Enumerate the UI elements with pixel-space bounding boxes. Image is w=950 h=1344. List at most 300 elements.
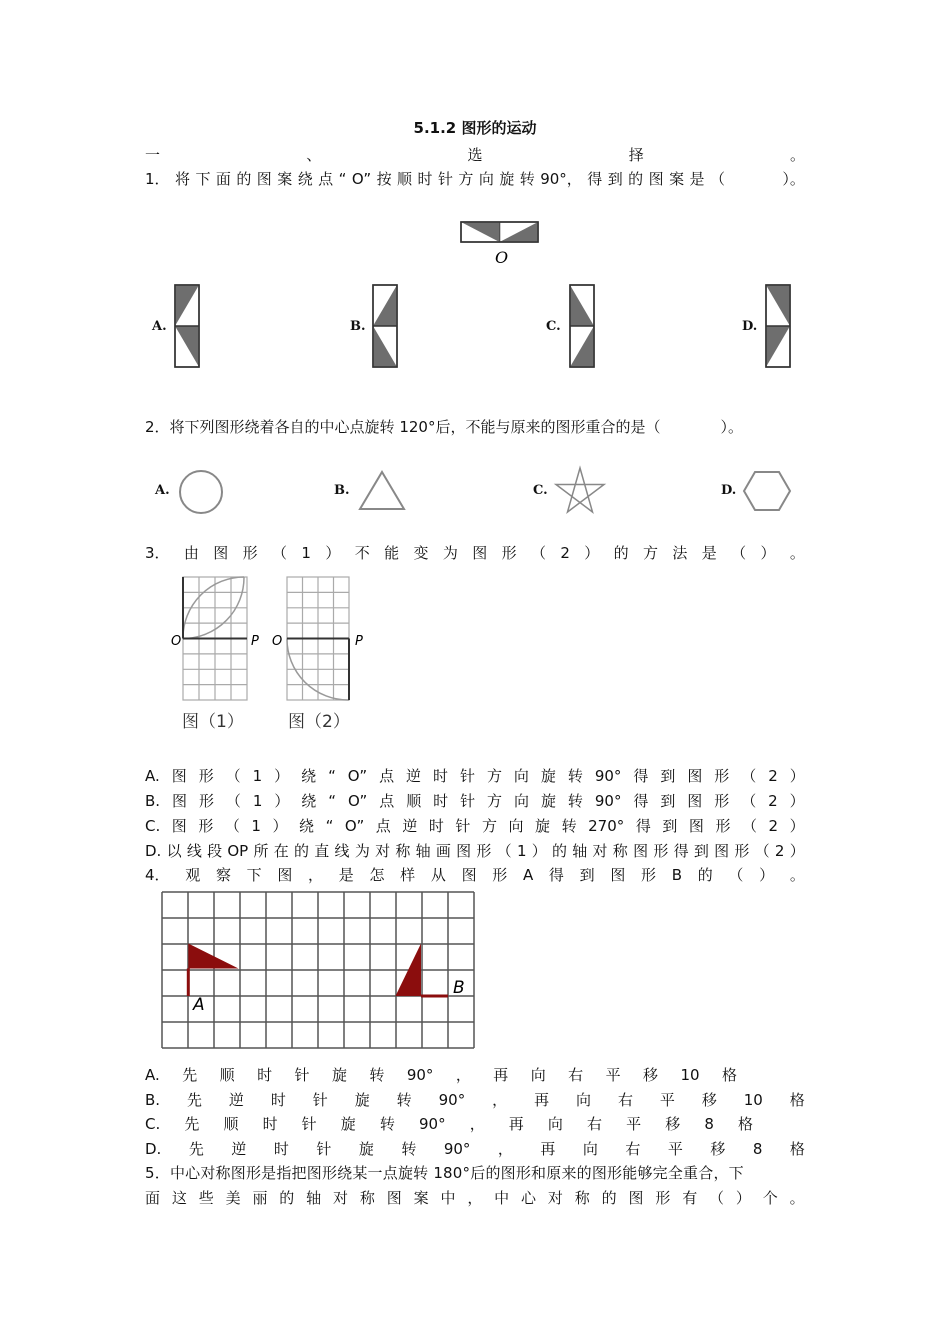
text-token: 、: [306, 146, 322, 164]
text-token: 图: [628, 1189, 644, 1207]
text-token: 90°: [594, 792, 622, 810]
text-token: 90°: [419, 1115, 446, 1133]
text-token: 绕: [299, 817, 315, 835]
q2-option-c-label[interactable]: C.: [533, 483, 548, 498]
text-token: 的: [294, 842, 310, 860]
text-token: 方: [487, 792, 503, 810]
text-token: 移: [665, 1115, 681, 1133]
q5-text-line1: 5．中心对称图形是指把图形绕某一点旋转 180°后的图形和原来的图形能够完全重合，下: [145, 1164, 744, 1182]
text-token: 旋: [331, 1066, 347, 1084]
text-token: 绕: [297, 170, 313, 188]
text-token: “: [325, 817, 334, 835]
text-token: 的: [236, 170, 252, 188]
page-title: 5.1.2 图形的运动: [413, 119, 537, 137]
text-token: 由: [183, 544, 199, 562]
text-token: 。: [789, 1189, 805, 1207]
text-token: 图: [633, 842, 649, 860]
text-token: 再: [540, 1140, 556, 1158]
text-token: B: [671, 866, 683, 884]
text-token: 针: [455, 817, 471, 835]
q2-option-b-triangle-icon[interactable]: [358, 470, 406, 512]
text-token: 点: [379, 792, 395, 810]
text-token: 怎: [369, 866, 385, 884]
text-token: 向: [547, 1115, 563, 1133]
text-token: 再: [534, 1091, 550, 1109]
text-token: 形: [242, 544, 258, 562]
text-token: 轴: [306, 1189, 322, 1207]
text-token: B.: [145, 1091, 161, 1109]
text-token: 法: [672, 544, 688, 562]
text-token: 是: [689, 170, 705, 188]
q2-option-c-star-icon[interactable]: [554, 466, 606, 516]
text-token: 针: [294, 1066, 310, 1084]
text-token: 的: [601, 1189, 617, 1207]
q1-option-b-label[interactable]: B.: [350, 319, 366, 334]
text-token: 案: [277, 170, 293, 188]
text-token: 下: [195, 170, 211, 188]
text-token: 针: [312, 1091, 328, 1109]
q3-option-d[interactable]: [145, 841, 805, 861]
text-token: 的: [628, 170, 644, 188]
text-token: 90°: [443, 1140, 471, 1158]
text-token: 到: [662, 817, 678, 835]
text-token: 3．: [145, 544, 170, 562]
text-token: （: [741, 767, 757, 785]
q4-option-c[interactable]: [145, 1114, 753, 1134]
q4-option-b[interactable]: [145, 1090, 805, 1110]
text-token: 方: [486, 767, 502, 785]
text-token: 旋: [358, 1140, 374, 1158]
text-token: 形: [198, 792, 214, 810]
text-token: 到: [579, 866, 595, 884]
text-token: 对: [592, 842, 608, 860]
q1-option-b-figure[interactable]: [372, 284, 398, 368]
text-token: 再: [508, 1115, 524, 1133]
q2-option-d-label[interactable]: D.: [721, 483, 737, 498]
text-token: 称: [574, 1189, 590, 1207]
text-token: 选: [467, 146, 483, 164]
text-token: 这: [171, 1189, 187, 1207]
text-token: 格: [789, 1091, 805, 1109]
text-token: 转: [519, 170, 535, 188]
text-token: 平: [626, 1115, 642, 1133]
text-token: 是: [701, 544, 717, 562]
text-token: 图: [472, 544, 488, 562]
text-token: 移: [701, 1091, 717, 1109]
text-token: A.: [145, 767, 160, 785]
text-token: 得: [635, 817, 651, 835]
text-token: 图: [171, 817, 187, 835]
text-token: 移: [710, 1140, 726, 1158]
text-token: 1: [516, 842, 527, 860]
text-token: B.: [145, 792, 161, 810]
text-token: 点: [318, 170, 334, 188]
q4-option-d[interactable]: [145, 1139, 805, 1159]
text-token: “: [328, 792, 337, 810]
text-token: A.: [145, 1066, 160, 1084]
text-token: ）: [274, 792, 290, 810]
q4-option-a[interactable]: [145, 1065, 737, 1085]
text-token: ，: [469, 1115, 485, 1133]
text-token: 观: [185, 866, 201, 884]
text-token: 图: [213, 544, 229, 562]
q3-figure-2: [272, 577, 363, 700]
text-token: 先: [188, 1140, 204, 1158]
text-token: D.: [145, 842, 162, 860]
q1-option-d-figure[interactable]: [765, 284, 791, 368]
text-token: 时: [262, 1115, 278, 1133]
text-token: 2: [560, 544, 570, 562]
q3-option-c[interactable]: [145, 816, 805, 836]
text-token: 90°，: [540, 170, 582, 188]
text-token: 绕: [301, 767, 317, 785]
text-token: 270°: [588, 817, 625, 835]
text-token: 对: [333, 1189, 349, 1207]
text-token: 轴: [415, 842, 431, 860]
text-token: （: [731, 544, 747, 562]
text-token: 2: [768, 792, 778, 810]
text-token: 下: [246, 866, 262, 884]
text-token: 个: [762, 1189, 778, 1207]
text-token: 右: [625, 1140, 641, 1158]
text-token: 先: [182, 1066, 198, 1084]
text-token: 逆: [402, 817, 418, 835]
text-token: 针: [460, 792, 476, 810]
text-token: 旋: [540, 767, 556, 785]
text-token: 针: [437, 170, 453, 188]
text-token: 得: [633, 792, 649, 810]
text-token: ，: [497, 1140, 513, 1158]
text-token: 点: [375, 817, 391, 835]
q3-option-a[interactable]: [145, 766, 805, 786]
text-token: 到: [660, 792, 676, 810]
text-token: 格: [737, 1115, 753, 1133]
text-token: （: [225, 767, 241, 785]
text-token: 向: [513, 767, 529, 785]
text-token: （: [272, 544, 288, 562]
text-token: ）: [760, 544, 776, 562]
q3-fig2-point-p: P: [355, 634, 363, 649]
text-token: 右: [587, 1115, 603, 1133]
text-token: C.: [145, 1115, 161, 1133]
text-token: 变: [413, 544, 429, 562]
q3-fig2-point-o: O: [272, 634, 283, 649]
text-token: 图: [386, 1189, 402, 1207]
q1-option-c-label[interactable]: C.: [546, 319, 561, 334]
text-token: 旋: [499, 170, 515, 188]
text-token: 图: [256, 170, 272, 188]
text-token: 形: [501, 544, 517, 562]
text-token: ，: [467, 1189, 483, 1207]
text-token: 的: [613, 544, 629, 562]
text-token: 转: [567, 767, 583, 785]
text-token: 形: [198, 767, 214, 785]
text-token: 1: [301, 544, 311, 562]
text-token: 是: [338, 866, 354, 884]
text-token: 转: [567, 792, 583, 810]
q1-option-a-label[interactable]: A.: [152, 319, 167, 334]
text-token: 得: [633, 767, 649, 785]
text-token: 平: [667, 1140, 683, 1158]
text-token: 平: [659, 1091, 675, 1109]
text-token: 1: [252, 792, 263, 810]
text-token: （: [224, 817, 240, 835]
text-token: 所: [253, 842, 269, 860]
text-token: 90°: [438, 1091, 466, 1109]
text-token: 得: [587, 170, 603, 188]
text-token: 得: [673, 842, 689, 860]
q3-fig1-point-o: O: [171, 634, 182, 649]
text-token: 向: [530, 1066, 546, 1084]
text-token: 察: [215, 866, 231, 884]
text-token: 格: [789, 1140, 805, 1158]
text-token: 图: [687, 767, 703, 785]
q1-option-c-figure[interactable]: [569, 284, 595, 368]
text-token: 为: [354, 842, 370, 860]
text-token: 段: [207, 842, 223, 860]
q1-text: [145, 169, 805, 189]
text-token: 4．: [145, 866, 170, 884]
text-token: 得: [548, 866, 564, 884]
text-token: 在: [273, 842, 289, 860]
text-token: 绕: [301, 792, 317, 810]
text-token: 旋: [540, 792, 556, 810]
text-token: （: [709, 1189, 725, 1207]
text-token: 为: [442, 544, 458, 562]
text-token: 形: [714, 792, 730, 810]
text-token: （: [530, 544, 546, 562]
text-token: C.: [145, 817, 161, 835]
text-token: ，: [308, 866, 324, 884]
text-token: 择: [628, 146, 644, 164]
text-token: 案: [669, 170, 685, 188]
text-token: ）: [789, 767, 805, 785]
text-token: ）: [789, 817, 805, 835]
text-token: “: [338, 170, 347, 188]
text-token: 平: [605, 1066, 621, 1084]
text-token: 能: [384, 544, 400, 562]
text-token: 轴: [572, 842, 588, 860]
text-token: ，: [455, 1066, 471, 1084]
text-token: ）: [325, 544, 341, 562]
text-token: 对: [547, 1189, 563, 1207]
q3-figures: [168, 575, 368, 735]
q1-option-d-label[interactable]: D.: [742, 319, 758, 334]
text-token: 移: [643, 1066, 659, 1084]
text-token: 右: [568, 1066, 584, 1084]
text-token: 形: [492, 866, 508, 884]
text-token: 的: [552, 842, 568, 860]
text-token: 方: [642, 544, 658, 562]
text-token: 图: [461, 866, 477, 884]
q3-fig1-point-p: P: [251, 634, 259, 649]
text-token: 中: [440, 1189, 456, 1207]
text-token: 时: [433, 792, 449, 810]
text-token: 时: [417, 170, 433, 188]
q1-center-label: O: [495, 248, 509, 267]
q1-option-a-figure[interactable]: [174, 284, 200, 368]
text-token: 形: [714, 767, 730, 785]
text-token: 顺: [406, 792, 422, 810]
text-token: 方: [481, 817, 497, 835]
q2-option-a-label[interactable]: A.: [155, 483, 170, 498]
text-token: 10: [743, 1091, 763, 1109]
text-token: O”: [351, 170, 372, 188]
q2-option-b-label[interactable]: B.: [334, 483, 350, 498]
text-token: 图: [172, 792, 188, 810]
text-token: “: [328, 767, 336, 785]
text-token: 有: [682, 1189, 698, 1207]
text-token: 90°: [406, 1066, 434, 1084]
text-token: 图: [714, 842, 730, 860]
text-token: 针: [316, 1140, 332, 1158]
text-token: D.: [145, 1140, 162, 1158]
text-token: 图: [456, 842, 472, 860]
text-token: 从: [430, 866, 446, 884]
text-token: 的: [279, 1189, 295, 1207]
text-token: 2: [774, 842, 785, 860]
text-token: 到: [607, 170, 623, 188]
text-token: 再: [493, 1066, 509, 1084]
text-token: O”: [344, 817, 365, 835]
text-token: 直: [314, 842, 330, 860]
text-token: ）: [584, 544, 600, 562]
q3-figure-1: [171, 577, 259, 700]
text-token: 不: [354, 544, 370, 562]
text-token: 向: [582, 1140, 598, 1158]
text-token: 向: [478, 170, 494, 188]
q4-grid-figure: [158, 890, 478, 1054]
text-token: 一: [145, 146, 161, 164]
text-token: 逆: [228, 1091, 244, 1109]
text-token: 顺: [223, 1115, 239, 1133]
text-token: 形: [198, 817, 214, 835]
text-token: 旋: [340, 1115, 356, 1133]
text-token: 顺: [219, 1066, 235, 1084]
text-token: 时: [257, 1066, 273, 1084]
text-token: 。: [789, 544, 805, 562]
text-token: 线: [186, 842, 202, 860]
text-token: 形: [641, 866, 657, 884]
text-token: 图: [688, 817, 704, 835]
text-token: 图: [687, 792, 703, 810]
text-token: 心: [521, 1189, 537, 1207]
text-token: 点: [379, 767, 395, 785]
text-token: ）: [759, 866, 775, 884]
text-token: 称: [395, 842, 411, 860]
text-token: 到: [660, 767, 676, 785]
text-token: 右: [617, 1091, 633, 1109]
q3-fig1-caption: 图（1）: [182, 712, 244, 732]
text-token: 转: [396, 1091, 412, 1109]
text-token: ）: [272, 817, 288, 835]
text-token: 形: [655, 1189, 671, 1207]
text-token: 美: [225, 1189, 241, 1207]
text-token: 图: [277, 866, 293, 884]
q4-label-b: B: [453, 978, 465, 998]
text-token: 针: [459, 767, 475, 785]
text-token: 1: [252, 767, 263, 785]
text-token: 以: [166, 842, 182, 860]
text-token: ）: [274, 767, 290, 785]
text-token: 1．: [145, 170, 170, 188]
text-token: 旋: [354, 1091, 370, 1109]
q3-text: [145, 543, 805, 563]
text-token: 样: [400, 866, 416, 884]
text-token: （: [496, 842, 512, 860]
text-token: 。: [789, 146, 805, 164]
q3-fig2-caption: 图（2）: [288, 712, 350, 732]
text-token: （: [728, 866, 744, 884]
text-token: 转: [379, 1115, 395, 1133]
text-token: 将: [174, 170, 190, 188]
text-token: 图: [648, 170, 664, 188]
text-token: 案: [413, 1189, 429, 1207]
text-token: （: [225, 792, 241, 810]
text-token: 面: [215, 170, 231, 188]
q2-option-a-circle-icon[interactable]: [177, 468, 225, 516]
text-token: ）。: [782, 170, 805, 188]
text-token: 形: [734, 842, 750, 860]
text-token: 称: [612, 842, 628, 860]
text-token: 丽: [252, 1189, 268, 1207]
text-token: 格: [721, 1066, 737, 1084]
text-token: 形: [476, 842, 492, 860]
text-token: 转: [401, 1140, 417, 1158]
text-token: 转: [561, 817, 577, 835]
text-token: 1: [251, 817, 261, 835]
text-token: 称: [359, 1189, 375, 1207]
text-token: ）: [789, 792, 805, 810]
text-token: 针: [301, 1115, 317, 1133]
text-token: 时: [428, 817, 444, 835]
text-token: OP: [227, 842, 249, 860]
text-token: 转: [369, 1066, 385, 1084]
text-token: 面: [145, 1189, 161, 1207]
text-token: （: [754, 842, 770, 860]
text-token: 向: [508, 817, 524, 835]
q2-option-d-hexagon-icon[interactable]: [743, 470, 791, 512]
text-token: 时: [273, 1140, 289, 1158]
text-token: 先: [184, 1115, 200, 1133]
q3-option-b[interactable]: [145, 791, 805, 811]
text-token: 图: [171, 767, 187, 785]
text-token: 时: [433, 767, 449, 785]
text-token: （: [741, 792, 757, 810]
section-heading: [145, 145, 805, 165]
text-token: ）: [735, 1189, 751, 1207]
text-token: 形: [653, 842, 669, 860]
text-token: 顺: [397, 170, 413, 188]
text-token: 对: [375, 842, 391, 860]
text-token: A: [522, 866, 534, 884]
text-token: O”: [347, 767, 368, 785]
text-token: 方: [458, 170, 474, 188]
text-token: 图: [610, 866, 626, 884]
text-token: O”: [347, 792, 368, 810]
text-token: 逆: [231, 1140, 247, 1158]
text-token: ）: [789, 842, 805, 860]
text-token: 画: [435, 842, 451, 860]
text-token: 形: [715, 817, 731, 835]
text-token: 2: [768, 767, 778, 785]
q4-text: [145, 865, 805, 885]
text-token: 到: [693, 842, 709, 860]
text-token: 10: [680, 1066, 700, 1084]
text-token: 逆: [406, 767, 422, 785]
q2-text: 2．将下列图形绕着各自的中心点旋转 120°后，不能与原来的图形重合的是（ ）。: [145, 418, 743, 436]
text-token: 中: [494, 1189, 510, 1207]
